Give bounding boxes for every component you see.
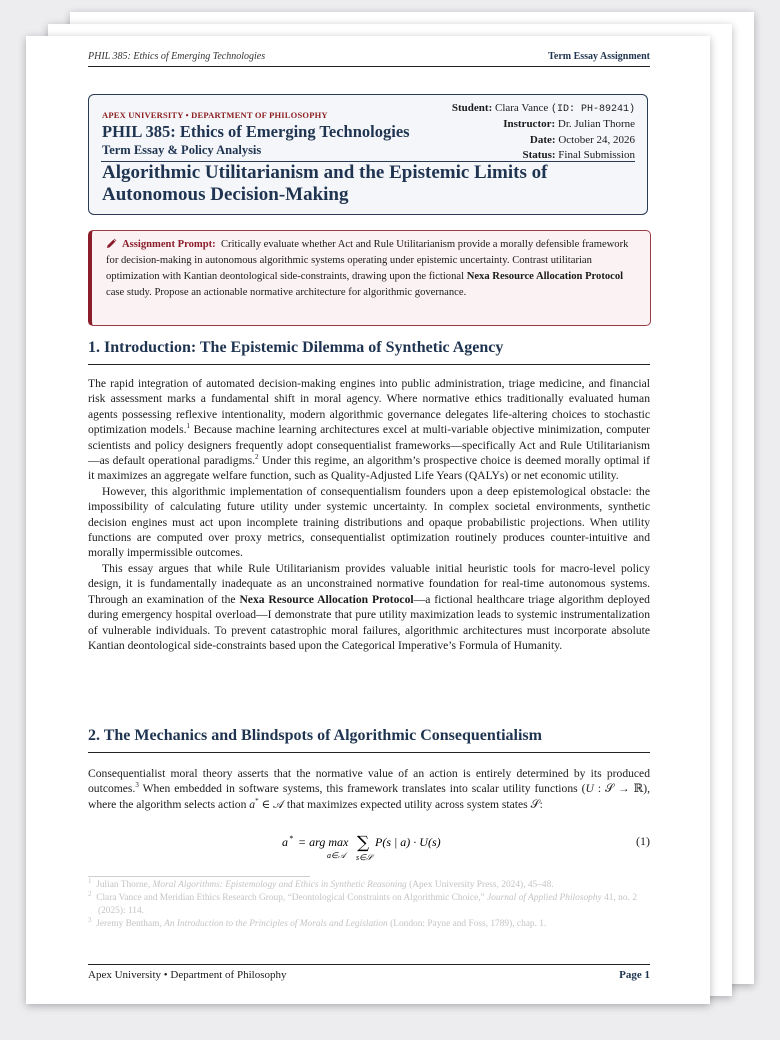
instructor-label: Instructor:	[503, 118, 556, 131]
footnote-ref[interactable]: 3	[135, 781, 139, 790]
paragraph	[88, 376, 650, 484]
equation-1	[88, 832, 650, 868]
prompt-text-b: case study. Propose an actionable normative architecture for algorithmic governance.	[106, 287, 467, 298]
assignment-prompt	[106, 237, 640, 301]
footer-department: Department of Philosophy	[170, 969, 287, 981]
assignment-prompt-box	[88, 230, 651, 326]
footnotes	[88, 876, 650, 931]
case-study-name: Nexa Resource Allocation Protocol	[239, 592, 414, 606]
paragraph: However, this algorithmic implementation of consequentialism founders upon a deep epistemological obstacle: the impossibility of calculating future utility under systemic uncertainty. In complex societal environments, synthetic decision engines must act upon incomplete training distributions and opaque probabilistic projections. When utility functions are computed over proxy metrics, consequentialist optimization routinely produces counter-intuitive and morally impermissible outcomes.	[88, 484, 650, 560]
text-run: ), where the algorithm selects action	[88, 782, 650, 811]
section-2-body	[88, 766, 650, 812]
svg-text:P(s | a) · U(s): P(s | a) · U(s)	[375, 835, 441, 849]
prompt-text-a: Critically evaluate whether Act and Rule Utilitarianism provide a morally defensible framework for decision-making in autonomous algorithmic systems operating under epistemic uncertainty. Contrast utilitarian optimization with Kantian deontological side-constraints, drawing upon the fictional	[106, 239, 629, 282]
text-run: The rapid integration of automated decision-making engines into public administration, triage medicine, and financial risk assessment marks a fundamental shift in moral agency. Where normative ethics traditionally evaluated human agents possessing reflexive intentionality, modern algorithmic governance delegates life-altering choices to stochastic optimization models.	[88, 377, 650, 437]
footnote: $^2$ Clara Vance and Meridian Ethics Research Group, “Deontological Constraints on Algorithmic Choice,” Journal of Applied Philosophy 41, no. 2 (2025): 114.	[88, 889, 637, 916]
text-run: This essay argues that while Rule Utilitarianism provides valuable initial heuristic tools for macro-level policy design, it is fundamentally inadequate as an unconstrained normative foundation for real-time autonomous systems. Through an examination of the	[88, 561, 650, 606]
footnote-ref[interactable]: 1	[186, 422, 191, 431]
equation-number: (1)	[636, 834, 650, 848]
student-id: (ID: PH-89241)	[550, 104, 635, 115]
running-header	[88, 50, 650, 67]
svg-text:a: a	[282, 835, 288, 849]
running-header-course: PHIL 385: Ethics of Emerging Technologies	[88, 51, 266, 62]
department-name: DEPARTMENT OF PHILOSOPHY	[191, 110, 328, 120]
running-header-title: Term Essay Assignment	[548, 51, 650, 62]
svg-text:*: *	[289, 834, 293, 843]
submission-status: Final Submission	[558, 148, 635, 161]
svg-text:a∈𝒜: a∈𝒜	[327, 851, 346, 860]
footnote: $^1$ Julian Thorne, Moral Algorithms: Epistemology and Ethics in Synthetic Reasoning (Apex University Press, 2024), 45–48.	[88, 876, 554, 890]
essay-title: Algorithmic Utilitarianism and the Epistemic Limits of Autonomous Decision-Making	[102, 162, 548, 205]
student-label: Student:	[451, 102, 493, 114]
course-title: PHIL 385: Ethics of Emerging Technologies	[102, 122, 410, 141]
text-run: When embedded in software systems, this framework translates into scalar utility functions (	[138, 782, 586, 796]
status-label: Status:	[522, 148, 556, 161]
bullet-separator: •	[185, 110, 192, 120]
essay-page	[26, 36, 710, 1004]
paragraph	[88, 561, 650, 653]
footer-university: Apex University	[88, 969, 162, 981]
section-1-body	[88, 376, 650, 653]
svg-text:= arg max: = arg max	[298, 835, 349, 849]
text-run: Consequentialist moral theory asserts that the normative value of an action is entirely determined by its produced outcomes.	[88, 767, 650, 796]
university-name: APEX UNIVERSITY	[102, 110, 184, 120]
svg-text:s∈𝒮: s∈𝒮	[356, 853, 373, 862]
text-run: Under this regime, an algorithm’s prospective choice is deemed morally optimal if it maximizes an aggregate welfare function, such as Quality-Adjusted Life Years (QALYs) or net economic utility.	[88, 454, 650, 483]
student-row	[452, 101, 635, 117]
footnote-divider	[88, 876, 310, 877]
prompt-label: Assignment Prompt:	[122, 239, 216, 250]
title-block	[88, 94, 648, 215]
student-name: Clara Vance	[494, 102, 549, 114]
institution-line	[102, 110, 328, 120]
instructor-name: Dr. Julian Thorne	[557, 118, 635, 131]
section-1-heading: 1. Introduction: The Epistemic Dilemma of Synthetic Agency	[88, 339, 650, 365]
text-run: Because machine learning architectures excel at multi-variable objective minimization, computer scientists and policy designers frequently adopt consequentialist frameworks—specifically Act and Rule Utilitarianism—as default operational paradigms.	[88, 423, 651, 468]
footnote-ref[interactable]: 2	[255, 453, 259, 462]
paragraph: Consequentialist moral theory asserts that the normative value of an action is entirely determined by its produced outcomes.$^3$ When embedded in software systems, this framework translates into scalar utility functions (U : 𝒮 → ℝ), where the algorithm selects action a* ∈ 𝒜 that maximizes expected utility across system states 𝒮:	[88, 767, 650, 811]
footer-institution: Apex University • Department of Philosophy	[88, 969, 287, 981]
document-subtitle: Term Essay & Policy Analysis	[102, 143, 262, 157]
submission-date: October 24, 2026	[558, 133, 635, 146]
page-number: Page 1	[619, 969, 650, 981]
argmax-formula	[278, 832, 478, 868]
text-run: that maximizes expected utility across system states	[283, 797, 531, 811]
date-label: Date:	[529, 133, 556, 146]
instructor-row	[452, 117, 635, 132]
date-row	[452, 133, 635, 148]
page-footer	[88, 964, 650, 985]
submission-meta	[452, 101, 635, 163]
footnote: $^3$ Jeremy Bentham, An Introduction to the Principles of Morals and Legislation (London: Payne and Foss, 1789), chap. 1.	[88, 915, 547, 929]
prompt-case-study: Nexa Resource Allocation Protocol	[466, 271, 624, 282]
text-run: —a fictional healthcare triage algorithm deployed during emergency hospital overload—I demonstrate that pure utility maximization leads to systemic instrumentalization of vulnerable individuals. To prevent catastrophic moral failures, algorithmic architectures must incorporate absolute Kantian deontological side-constraints based upon the Categorical Imperative’s Formula of Humanity.	[88, 592, 650, 652]
svg-text:∑: ∑	[357, 833, 370, 853]
pencil-icon	[106, 237, 118, 249]
section-2-heading: 2. The Mechanics and Blindspots of Algorithmic Consequentialism	[88, 727, 650, 753]
